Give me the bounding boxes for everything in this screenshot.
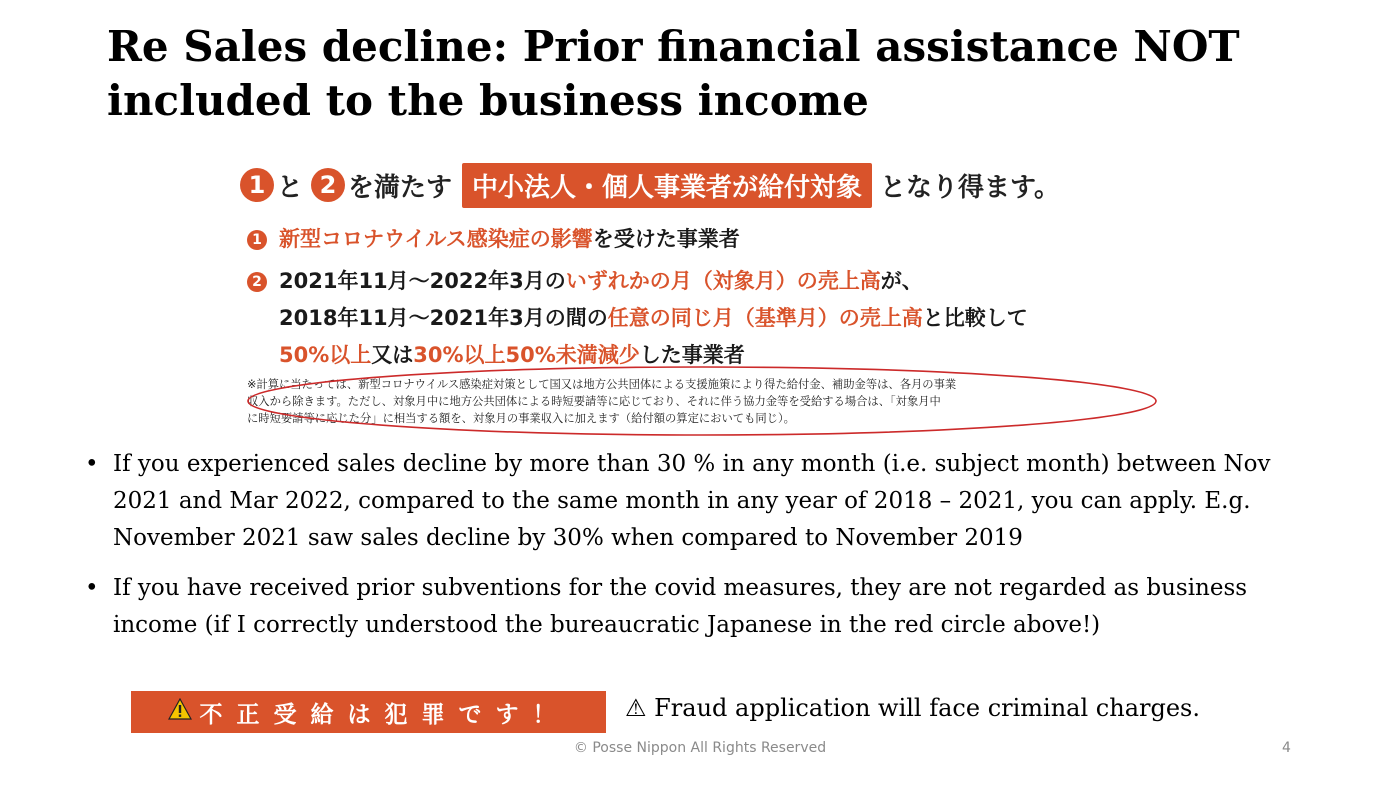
c1-black-text: を受けた事業者: [592, 227, 740, 251]
red-circle-annotation: [245, 364, 1160, 438]
red-ellipse-shape: [248, 367, 1156, 435]
page-number: 4: [1282, 740, 1291, 756]
number-one-badge: 1: [240, 168, 274, 202]
number-two-badge: 2: [311, 168, 345, 202]
bullet-item: • If you experienced sales decline by more than 30 % in any month (i.e. subject month) between Nov 2021 and Mar 2022, compared to the same month in any year of 2018 – 2021, you can apply. E.g. November 2021 saw sales decline by 30% when compared to November 2019: [85, 446, 1335, 557]
copyright-footer: © Posse Nippon All Rights Reserved: [573, 740, 827, 756]
jp-eligibility-highlight: 中小法人・個人事業者が給付対象: [462, 163, 872, 208]
jp-footnote-line: に時短要請等に応じた分」に相当する額を、対象月の事業収入に加えます（給付額の算定においても同じ）。: [247, 412, 795, 425]
jp-footnote-line: ※計算に当たっては、新型コロナウイルス感染症対策として国又は地方公共団体による支援施策により得た給付金、補助金等は、各月の事業: [247, 378, 957, 391]
c1-orange-text: 新型コロナウイルス感染症の影響: [279, 227, 593, 251]
jp-condition-2-line1: [247, 265, 923, 295]
warning-icon: [168, 698, 192, 726]
jp-footnote-line: 収入から除きます。ただし、対象月中に地方公共団体による時短要請等に応じており、それに伴う協力金等を受給する場合は、「対象月中: [247, 395, 941, 408]
jp-headline-tail: となり得ます。: [880, 172, 1060, 203]
c2-line3-orange2: 30%以上50%未満減少: [413, 343, 640, 367]
c2-line2-orange: 任意の同じ月（基準月）の売上高: [607, 306, 923, 330]
bullet-list: [85, 446, 1335, 657]
c2-line3-black1: 又は: [371, 343, 414, 367]
c2-line3-orange1: 50%以上: [279, 343, 372, 367]
c2-line2-black: 2018年11月～2021年3月の間の: [279, 306, 608, 330]
bullet-item: • If you have received prior subventions for the covid measures, they are not regarded as business income (if I correctly understood the bureaucratic Japanese in the red circle above!): [85, 570, 1335, 644]
c2-line1-black: 2021年11月～2022年3月の: [279, 269, 566, 293]
fraud-badge-text: 不正受給は犯罪です！: [199, 701, 570, 728]
jp-condition-1: [247, 223, 740, 253]
fraud-english-text: Fraud application will face criminal charges.: [654, 694, 1200, 722]
c2-line3-black2: した事業者: [639, 343, 745, 367]
fraud-english-note: [625, 694, 1200, 722]
slide-title: Re Sales decline: Prior financial assistance NOT included to the business income: [107, 22, 1240, 125]
jp-to: と: [277, 172, 304, 203]
jp-condition-2-line2: [279, 302, 1028, 332]
condition-2-marker: 2: [247, 272, 267, 292]
jp-mitasu: を満たす: [348, 172, 453, 203]
c2-line2-black2: と比較して: [922, 306, 1028, 330]
c2-line1-black2: が、: [880, 269, 923, 293]
c2-line1-orange: いずれかの月（対象月）の売上高: [565, 269, 881, 293]
fraud-warning-badge: [131, 691, 606, 733]
condition-1-marker: 1: [247, 230, 267, 250]
jp-headline: [240, 162, 1060, 208]
warning-symbol-icon: ⚠: [625, 694, 647, 722]
